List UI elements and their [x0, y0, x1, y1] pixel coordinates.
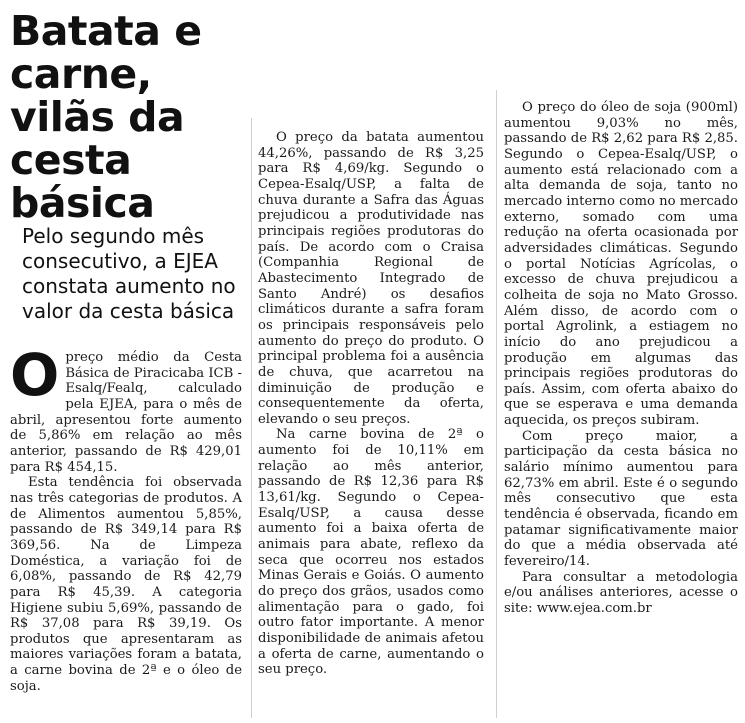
paragraph-1 — [10, 341, 242, 475]
column-divider-1 — [251, 118, 252, 718]
column-divider-2 — [496, 90, 497, 718]
drop-cap: O — [10, 341, 60, 409]
article-column-2 — [258, 130, 484, 678]
subheadline: Pelo segundo mês consecutivo, a EJEA constata aumento no valor da cesta básica — [22, 224, 236, 323]
paragraph-metodologia: Para consultar a metodologia e/ou análises anteriores, acesse o site: www.ejea.com.br — [504, 569, 738, 616]
paragraph-carne: Na carne bovina de 2ª o aumento foi de 10,11% em relação ao mês anterior, passando de R$ 12,36 para R$ 13,61/kg. Segundo o Cepea-Esalq/USP, a causa desse aumento foi a baixa oferta de animais para abate, reflexo da seca que ocorreu nos estados Minas Gerais e Goiás. O aumento do preço dos grãos, usados como alimentação para o gado, foi outro fator importante. A menor disponibilidade de animais afetou a oferta de carne, aumentando o seu preço. — [258, 427, 484, 678]
article-column-3 — [504, 100, 738, 617]
paragraph-batata: O preço da batata aumentou 44,26%, passando de R$ 3,25 para R$ 4,69/kg. Segundo o Cepea-Esalq/USP, a falta de chuva durante a Safra das Águas prejudicou a produtividade nas principais regiões produtoras do país. De acordo com o Craisa (Companhia Regional de Abastecimento Integrado de Santo André) os desafios climáticos durante a safra foram os principais responsáveis pelo aumento do preço do produto. O principal problema foi a ausência de chuva, que acarretou na diminuição de produção e consequentemente da oferta, elevando o seu preços. — [258, 130, 484, 427]
paragraph-oleo: O preço do óleo de soja (900ml) aumentou 9,03% no mês, passando de R$ 2,62 para R$ 2,85. Segundo o Cepea-Esalq/USP, o aumento está relacionado com a alta demanda de soja, tanto no mercado interno como no mercado externo, somado com uma redução na oferta ocasionada por adversidades climáticas. Segundo o portal Notícias Agrícolas, o excesso de chuva prejudicou a colheita de soja no Mato Grosso. Além disso, de acordo com o portal Agrolink, a estiagem no início do ano prejudicou a produção em algumas das principais regiões produtoras do país. Assim, com oferta abaixo do que se esperava e uma demanda aquecida, os preços subiram. — [504, 100, 739, 429]
headline: Batata e carne, vilãs da cesta básica — [10, 7, 202, 227]
paragraph-2: Esta tendência foi observada nas três categorias de produtos. A de Alimentos aumentou 5,85%, passando de R$ 349,14 para R$ 369,56. Na de Limpeza Doméstica, a variação foi de 6,08%, passando de R$ 42,79 para R$ 45,39. A categoria Higiene subiu 5,69%, passando de R$ 37,08 para R$ 39,19. Os produtos que apresentaram as maiores variações foram a batata, a carne bovina de 2ª e o óleo de soja. — [10, 475, 242, 694]
paragraph-1-text: preço médio da Cesta Básica de Piracicaba ICB - Esalq/Fealq, calculado pela EJEA, para o mês de abril, apresentou forte aumento de 5,86% em relação ao mês anterior, passando de R$ 429,01 para R$ 454,15. — [10, 350, 242, 475]
paragraph-salario: Com preço maior, a participação da cesta básica no salário mínimo aumentou para 62,73% em abril. Este é o segundo mês consecutivo que esta tendência é observada, ficando em patamar significativamente maior do que a média observada até fevereiro/14. — [504, 428, 738, 570]
article-column-1 — [10, 341, 242, 694]
